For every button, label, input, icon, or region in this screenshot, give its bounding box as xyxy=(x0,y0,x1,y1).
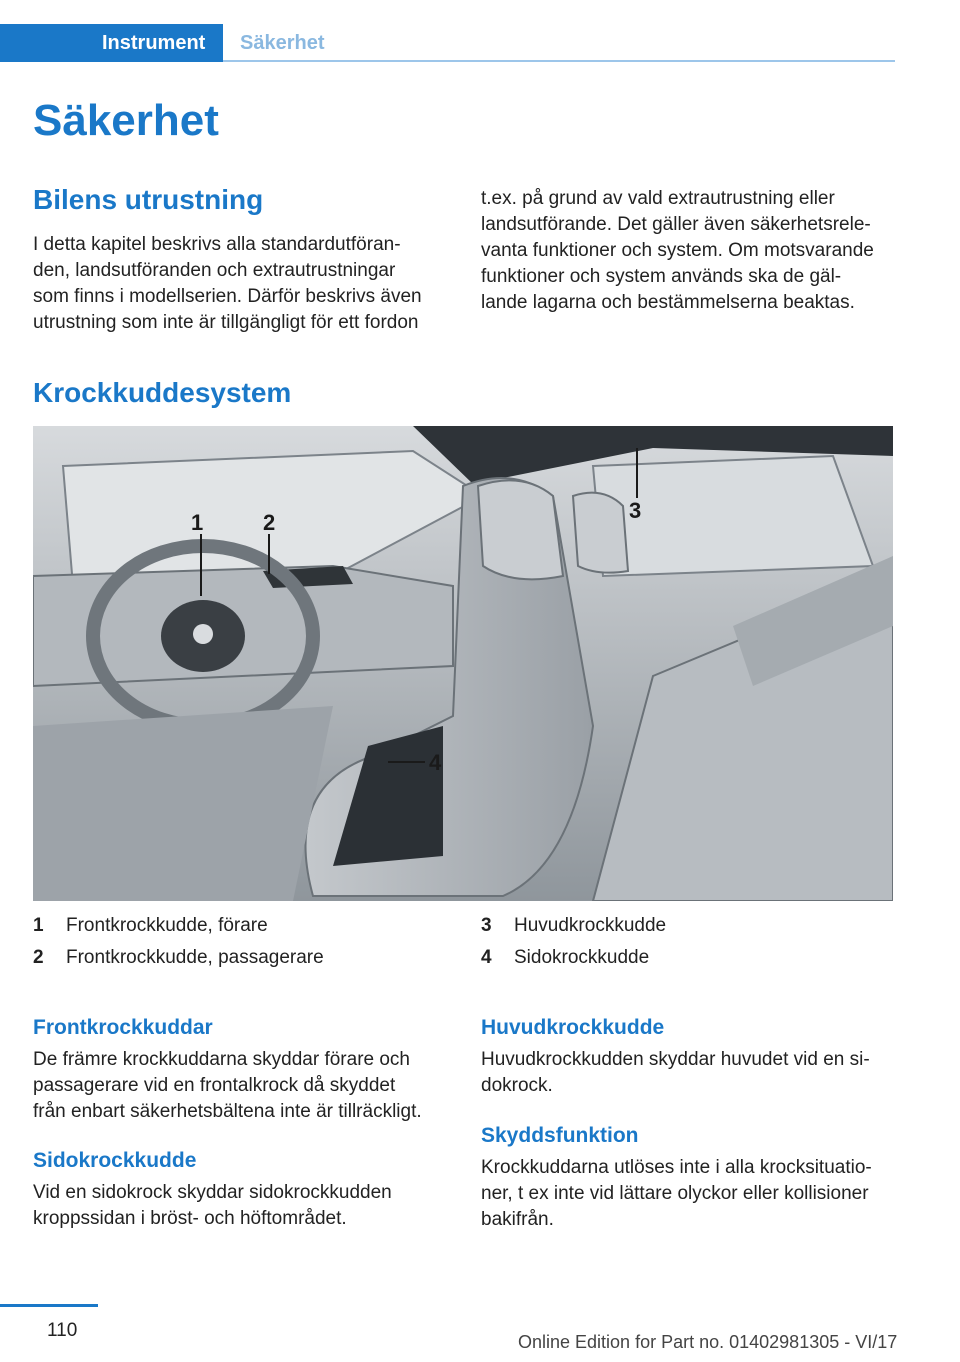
huvudkrockkudde-text xyxy=(481,1047,870,1099)
text-line: lande lagarna och bestämmelserna beaktas. xyxy=(481,292,855,313)
car-interior-illustration xyxy=(33,426,893,901)
text-line: De främre krockkuddarna skyddar förare och xyxy=(33,1049,410,1070)
text-line: Huvudkrockkudden skyddar huvudet vid en si- xyxy=(481,1049,870,1070)
edition-note: Online Edition for Part no. 01402981305 - VI/17 xyxy=(518,1332,898,1352)
text-line: som finns i modellserien. Därför beskrivs även xyxy=(33,286,422,307)
legend-text: Huvudkrockkudde xyxy=(514,915,667,936)
sidokrockkudde-text xyxy=(33,1180,392,1232)
text-line: Vid en sidokrock skyddar sidokrockkudden xyxy=(33,1182,392,1203)
text-line: den, landsutföranden och extrautrustningar xyxy=(33,260,396,281)
legend-text: Frontkrockkudde, förare xyxy=(66,915,268,936)
heading-skyddsfunktion: Skyddsfunktion xyxy=(481,1124,639,1147)
tab-instrument[interactable]: Instrument xyxy=(0,24,223,62)
legend-text: Frontkrockkudde, passagerare xyxy=(66,947,324,968)
text-line: t.ex. på grund av vald extrautrustning eller xyxy=(481,188,835,209)
text-line: passagerare vid en frontalkrock då skyddet xyxy=(33,1075,396,1096)
text-line: ner, t ex inte vid lättare olyckor eller kollisioner xyxy=(481,1183,869,1204)
callout-4: 4 xyxy=(429,750,442,775)
heading-bilens-utrustning: Bilens utrustning xyxy=(33,184,264,215)
text-line: funktioner och system används ska de gäl- xyxy=(481,266,842,287)
callout-2: 2 xyxy=(263,510,276,535)
heading-sidokrockkudde: Sidokrockkudde xyxy=(33,1149,197,1172)
text-line: utrustning som inte är tillgängligt för ett fordon xyxy=(33,312,419,333)
tab-sakerhet[interactable]: Säkerhet xyxy=(240,32,325,54)
intro-col1 xyxy=(33,232,422,336)
frontkrockkuddar-text xyxy=(33,1047,422,1125)
heading-frontkrockkuddar: Frontkrockkuddar xyxy=(33,1016,213,1039)
heading-huvudkrockkudde: Huvudkrockkudde xyxy=(481,1016,665,1039)
tab-underline xyxy=(223,60,895,62)
footer-rule xyxy=(0,1304,98,1307)
text-line: från enbart säkerhetsbältena inte är tillräckligt. xyxy=(33,1101,422,1122)
legend-number: 4 xyxy=(481,947,492,968)
text-line: vanta funktioner och system. Om motsvarande xyxy=(481,240,874,261)
text-line: dokrock. xyxy=(481,1075,553,1096)
intro-col2 xyxy=(481,186,874,316)
skyddsfunktion-text xyxy=(481,1155,872,1233)
text-line: I detta kapitel beskrivs alla standardutföran- xyxy=(33,234,401,255)
page-title: Säkerhet xyxy=(33,96,219,145)
text-line: Krockkuddarna utlöses inte i alla krocksituatio- xyxy=(481,1157,872,1178)
callout-3: 3 xyxy=(629,498,642,523)
text-line: bakifrån. xyxy=(481,1209,554,1230)
text-line: kroppssidan i bröst- och höftområdet. xyxy=(33,1208,347,1229)
text-line: landsutförande. Det gäller även säkerhetsrele- xyxy=(481,214,871,235)
legend-number: 1 xyxy=(33,915,44,936)
page-number: 110 xyxy=(47,1320,78,1341)
header-tabs xyxy=(0,24,895,62)
legend-number: 2 xyxy=(33,947,44,968)
heading-krockkuddesystem: Krockkuddesystem xyxy=(33,377,292,408)
callout-1: 1 xyxy=(191,510,204,535)
legend-number: 3 xyxy=(481,915,492,936)
legend-text: Sidokrockkudde xyxy=(514,947,650,968)
